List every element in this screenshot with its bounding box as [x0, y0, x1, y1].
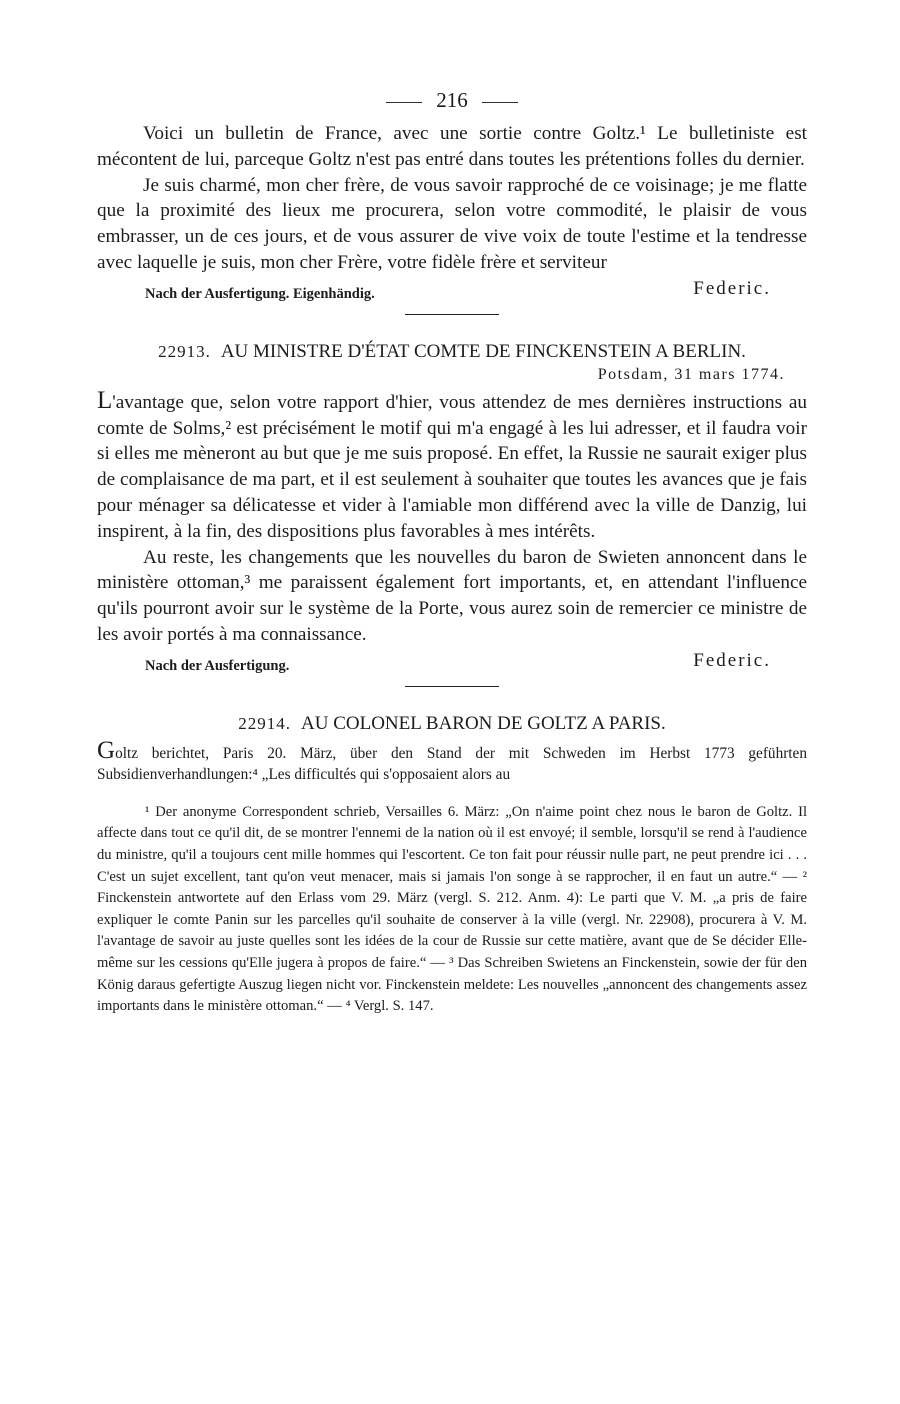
letter-22913-title: AU MINISTRE D'ÉTAT COMTE DE FINCKENSTEIN A BERLIN.	[220, 340, 746, 362]
letter-22914-number: 22914.	[238, 713, 291, 733]
letter-22913-heading	[97, 339, 807, 364]
letter-22913-paragraph-1	[97, 388, 807, 545]
document-page	[97, 88, 807, 1018]
letter-22914-summary	[97, 736, 807, 786]
letter-22913-signature-line	[97, 650, 807, 676]
letter-22913-signature: Federic.	[693, 649, 771, 671]
block1-paragraph-1: Voici un bulletin de France, avec une sortie contre Goltz.¹ Le bulletiniste est mécontent de lui, parceque Goltz n'est pas entré dans toutes les prétentions folles du dernier.	[97, 123, 807, 170]
block1-signature: Federic.	[693, 277, 771, 299]
footnotes	[97, 802, 807, 1018]
letter-22914-heading	[97, 711, 807, 736]
block1-paragraph-2: Je suis charmé, mon cher frère, de vous savoir rapproché de ce voisinage; je me flatte que la proximité des lieux me procurera, selon votre commodité, le plaisir de vous embrasser, un de ces jours, et de vous assurer de vive voix de toute l'estime et la tendresse avec laquelle je suis, mon cher Frère, votre fidèle frère et serviteur	[97, 174, 807, 273]
block1-signature-line	[97, 278, 807, 304]
letter-22913-paragraph-1-text: 'avantage que, selon votre rapport d'hier, vous attendez de mes dernières instructions au comte de Solms,² est précisément le motif qui m'a engagé à les lui adresser, et il faudra voir si elles me mèneront au but que je me suis proposé. En effet, la Russie ne saurait exiger plus de complaisance de ma part, et il est seulement à souhaiter que toutes les avances que je fais pour ménager sa délicatesse et vider à l'amiable mon différend avec la ville de Danzig, lui inspirent, à la fin, des dispositions plus favorables à mes intérêts.	[97, 391, 807, 542]
page-number: 216	[436, 88, 468, 112]
letter-22913-dateline: Potsdam, 31 mars 1774.	[597, 365, 785, 383]
header-dash-right	[482, 102, 518, 103]
letter-22914-title: AU COLONEL BARON DE GOLTZ A PARIS.	[301, 712, 666, 734]
letter-22914-initial: G	[97, 736, 116, 764]
section-divider	[405, 314, 499, 315]
block1-source-note: Nach der Ausfertigung. Eigenhändig.	[145, 285, 375, 302]
letter-22913-source-note: Nach der Ausfertigung.	[145, 657, 290, 674]
section-divider	[405, 686, 499, 687]
footnote-text: ¹ Der anonyme Correspondent schrieb, Versailles 6. März: „On n'aime point chez nous le baron de Goltz. Il affecte dans tout ce qu'il dit, de se montrer l'ennemi de la nation où il est envoyé; il semble, lorsqu'il se rend à l'audience du ministre, qu'il a toujours cent mille hommes qui l'escortent. Ce ton fait pour réussir nulle part, ne peut prendre ici . . . C'est un sujet excellent, tant qu'on veut menacer, mais si jamais l'on songe à se rapprocher, il en faut un autre.“ — ² Finckenstein antwortete auf den Erlass vom 29. März (vergl. S. 212. Anm. 4): Le parti que V. M. „a pris de faire expliquer le comte Panin sur les parcelles qu'il souhaite de conserver à la ville (vergl. Nr. 22908), procurera à V. M. l'avantage de savoir au juste quelles sont les idées de la cour de Russie sur cette matière, avant que de Se décider Elle-même sur les cessions qu'Elle jugera à propos de faire.“ — ³ Das Schreiben Swietens an Finckenstein, sowie der für den König daraus gefertigte Auszug liegen nicht vor. Finckenstein meldete: Les nouvelles „annoncent des changements assez importants dans le ministère ottoman.“ — ⁴ Vergl. S. 147.	[97, 803, 807, 1015]
letter-22914-summary-text: oltz berichtet, Paris 20. März, über den Stand der mit Schweden im Herbst 1773 geführten Subsidienverhandlungen:⁴ „Les difficultés qui s'opposaient alors au	[97, 744, 807, 784]
letter-22913-paragraph-2: Au reste, les changements que les nouvelles du baron de Swieten annoncent dans le ministère ottoman,³ me paraissent également fort importants, et, en attendant l'influence qu'ils pourront avoir sur le système de la Porte, vous aurez soin de remercier ce ministre de les avoir portés à ma connaissance.	[97, 546, 807, 645]
page-header	[97, 88, 807, 113]
letter-22913-number: 22913.	[158, 341, 211, 361]
letter-22913-initial: L	[97, 386, 113, 414]
header-dash-left	[386, 102, 422, 103]
